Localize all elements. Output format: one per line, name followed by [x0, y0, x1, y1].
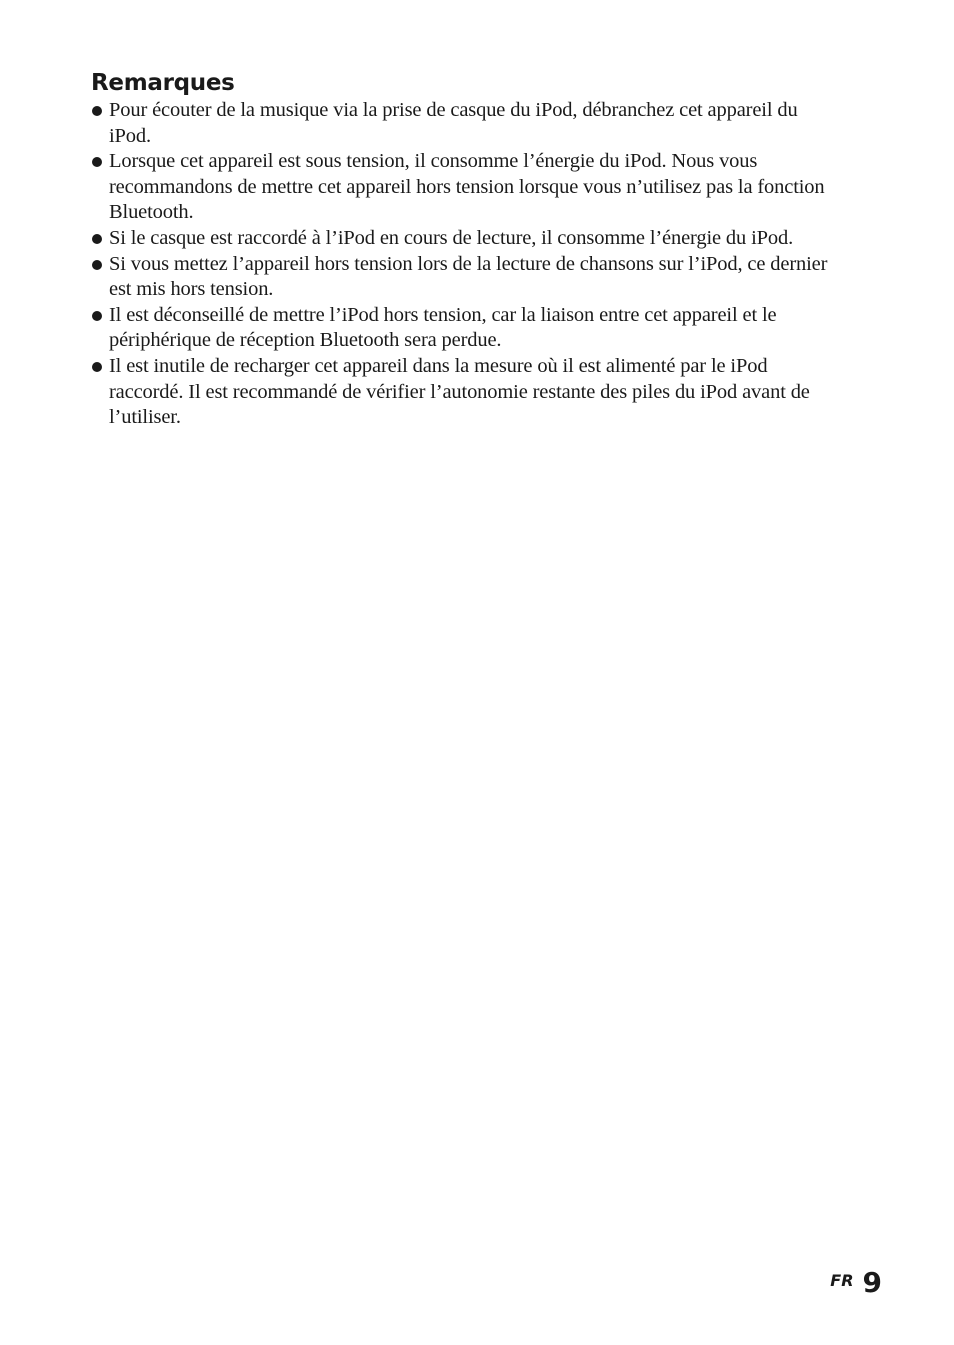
notes-list [91, 98, 831, 431]
bullet-icon [92, 362, 102, 372]
page-number: 9 [862, 1266, 882, 1299]
list-item [91, 149, 831, 226]
list-item [91, 252, 831, 303]
note-text: Pour écouter de la musique via la prise de casque du iPod, débranchez cet appareil du iPod. [109, 99, 798, 147]
list-item [91, 226, 831, 252]
note-text: Il est inutile de recharger cet appareil dans la mesure où il est alimenté par le iPod raccordé. Il est recommandé de vérifier l’autonomie restante des piles du iPod avant de l’utiliser. [109, 354, 810, 429]
note-text: Il est déconseillé de mettre l’iPod hors tension, car la liaison entre cet appareil et le périphérique de réception Bluetooth sera perdue. [109, 303, 777, 352]
note-text: Si le casque est raccordé à l’iPod en cours de lecture, il consomme l’énergie du iPod. [109, 226, 794, 249]
bullet-icon [92, 260, 102, 270]
remarques-section [91, 68, 831, 431]
note-text: Lorsque cet appareil est sous tension, il consomme l’énergie du iPod. Nous vous recommandons de mettre cet appareil hors tension lorsque vous n’utilisez pas la fonction Bluetooth. [109, 150, 825, 224]
list-item [91, 354, 831, 431]
bullet-icon [92, 157, 102, 167]
language-code: FR [830, 1271, 854, 1290]
section-heading: Remarques [91, 70, 235, 96]
bullet-icon [92, 106, 102, 116]
bullet-icon [92, 234, 102, 244]
bullet-icon [92, 311, 102, 321]
page-footer [830, 1266, 882, 1299]
list-item [91, 98, 831, 149]
note-text: Si vous mettez l’appareil hors tension lors de la lecture de chansons sur l’iPod, ce dernier est mis hors tension. [109, 252, 828, 301]
list-item [91, 303, 831, 354]
